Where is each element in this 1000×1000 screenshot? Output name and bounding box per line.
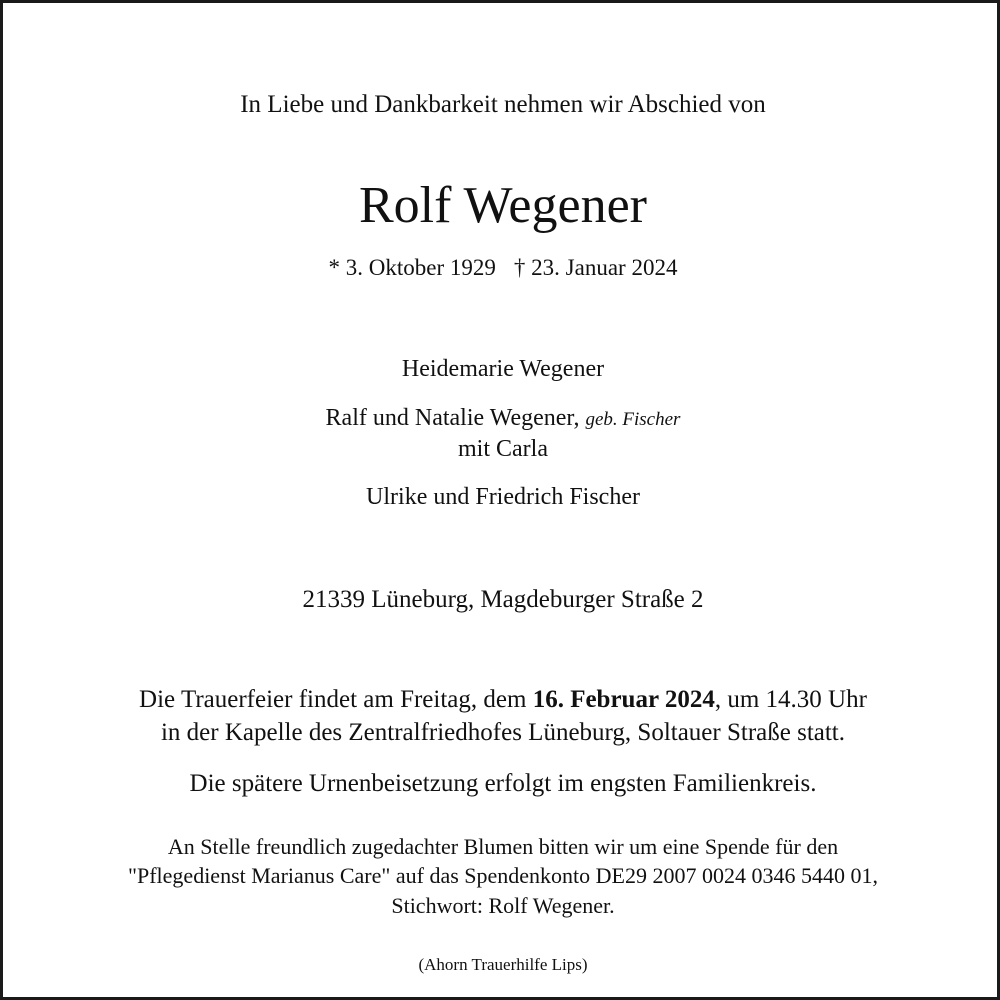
family-address: 21339 Lüneburg, Magdeburger Straße 2 — [302, 586, 704, 613]
mourner-line: Heidemarie Wegener — [401, 356, 605, 382]
death-date: † 23. Januar 2024 — [513, 255, 678, 280]
mourner-names: Ralf und Natalie Wegener, — [325, 405, 580, 431]
deceased-name: Rolf Wegener — [359, 177, 647, 234]
intro-text: In Liebe und Dankbarkeit nehmen wir Abschied von — [240, 91, 766, 118]
funeral-location: in der Kapelle des Zentralfriedhofes Lüneburg, Soltauer Straße statt. — [160, 719, 846, 746]
mourner-line: Ulrike und Friedrich Fischer — [366, 484, 640, 510]
birth-date: * 3. Oktober 1929 — [328, 255, 496, 280]
funeral-info-line — [3, 687, 1000, 712]
mourner-line: mit Carla — [458, 436, 548, 462]
mourner-line — [3, 406, 1000, 430]
maiden-name: geb. Fischer — [585, 409, 681, 430]
donation-account: "Pflegedienst Marianus Care" auf das Spendenkonto DE29 2007 0024 0346 5440 01, — [128, 863, 878, 888]
donation-keyword: Stichwort: Rolf Wegener. — [391, 893, 615, 918]
funeral-time: , um 14.30 Uhr — [714, 686, 867, 713]
urn-burial-note: Die spätere Urnenbeisetzung erfolgt im engsten Familienkreis. — [189, 770, 817, 797]
undertaker-credit: (Ahorn Trauerhilfe Lips) — [418, 955, 588, 974]
life-dates — [3, 256, 1000, 279]
funeral-text: Die Trauerfeier findet am Freitag, dem — [139, 686, 527, 713]
donation-line: An Stelle freundlich zugedachter Blumen bitten wir um eine Spende für den — [167, 834, 839, 859]
funeral-date: 16. Februar 2024 — [532, 686, 715, 713]
